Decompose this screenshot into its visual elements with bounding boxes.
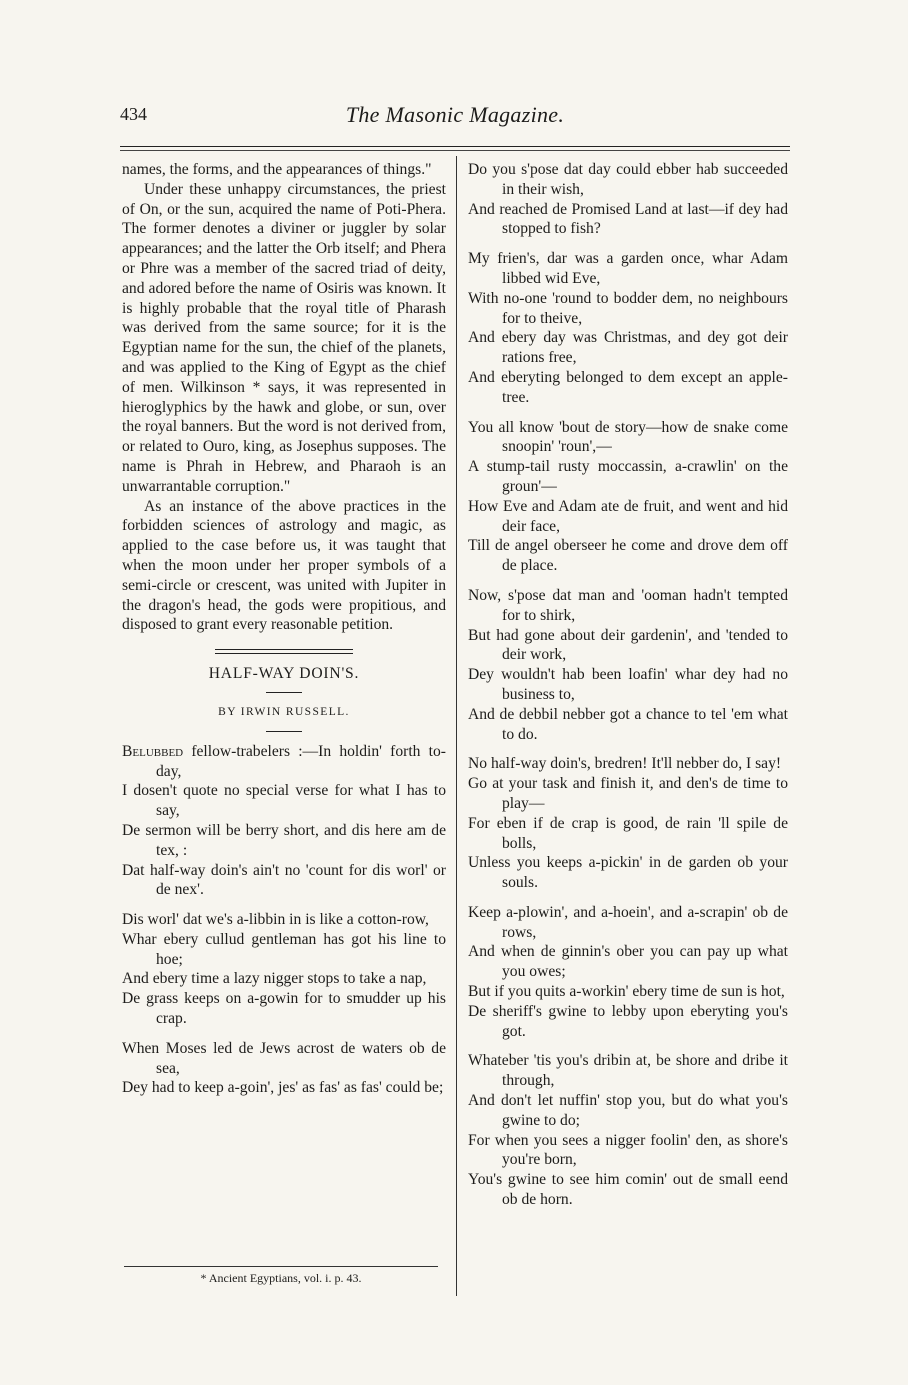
verse-line: Till de angel oberseer he come and drove dem off de place. <box>468 537 788 575</box>
paragraph-continued: names, the forms, and the appearances of things." <box>122 161 432 178</box>
verse-line: You's gwine to see him comin' out de small eend ob de horn. <box>468 1171 788 1209</box>
verse-line: A stump-tail rusty moccassin, a-crawlin' on the groun'— <box>468 458 788 495</box>
verse-line: How Eve and Adam ate de fruit, and went and hid deir face, <box>468 497 788 535</box>
verse-line: And ebery time a lazy nigger stops to take a nap, <box>122 970 427 988</box>
verse-line: And when de ginnin's ober you can pay up what you owes; <box>468 943 788 981</box>
verse-line: Whar ebery cullud gentleman has got his line to hoe; <box>122 930 446 968</box>
verse-line: My frien's, dar was a garden once, whar Adam libbed wid Eve, <box>468 250 788 287</box>
stanza <box>468 160 788 239</box>
poem-title: HALF-WAY DOIN'S. <box>208 665 360 683</box>
verse-line: For when you sees a nigger foolin' den, as shore's you're born, <box>468 1131 788 1169</box>
verse-line: Dis worl' dat we's a-libbin in is like a cotton-row, <box>122 911 429 929</box>
footnote: * Ancient Egyptians, vol. i. p. 43. <box>200 1271 362 1285</box>
left-column <box>122 160 446 1098</box>
verse-line: With no-one 'round to bodder dem, no neighbours for to theive, <box>468 289 788 327</box>
verse-line: Dey wouldn't hab been loafin' whar dey had no business to, <box>468 666 788 703</box>
poem-author: BY IRWIN RUSSELL. <box>218 705 350 718</box>
header-rule-thin <box>120 150 790 151</box>
stanza <box>468 586 788 744</box>
stanza <box>468 249 788 407</box>
verse-line: I dosen't quote no special verse for what I has to say, <box>122 782 446 820</box>
stanza <box>122 742 446 900</box>
verse-line: And de debbil nebber got a chance to tel 'em what to do. <box>468 705 788 743</box>
page-number: 434 <box>120 104 147 124</box>
author-rule <box>266 731 302 732</box>
verse-line: Go at your task and finish it, and den's de time to play— <box>468 775 788 812</box>
title-rule <box>266 692 302 693</box>
verse-line: But if you quits a-workin' ebery time de sun is hot, <box>468 983 785 1001</box>
stanza <box>468 1051 788 1209</box>
stanza <box>468 754 788 893</box>
poem-left-part <box>122 742 446 1099</box>
stanza <box>468 418 788 576</box>
header-rule <box>120 146 790 147</box>
stanza <box>122 910 446 1029</box>
verse-line: And ebery day was Christmas, and dey got deir rations free, <box>468 329 788 367</box>
footnote-rule <box>124 1266 438 1267</box>
verse-line: De grass keeps on a-gowin for to smudder up his crap. <box>122 990 446 1028</box>
section-divider <box>215 649 353 654</box>
verse-line: No half-way doin's, bredren! It'll nebber do, I say! <box>468 755 782 773</box>
verse-line: But had gone about deir gardenin', and 'tended to deir work, <box>468 626 788 664</box>
verse-line: And don't let nuffin' stop you, but do what you's gwine to do; <box>468 1092 788 1129</box>
verse-line: You all know 'bout de story—how de snake come snoopin' 'roun',— <box>468 418 788 456</box>
column-divider <box>456 156 457 1296</box>
paragraph-poti-phera: Under these unhappy circumstances, the priest of On, or the sun, acquired the name of Poti-Phera. The former denotes a diviner or juggler by solar appearances; and the latter the Orb itself; and Phera or Phre was a member of the sacred triad of deity, and adored before the name of Osiris was known. It is highly probable that the royal title of Pharash was derived from the same source; for it is the Egyptian name for the sun, the chief of the planets, and was applied to the King of Egypt as the chief of men. Wilkinson * says, it was represented in hieroglyphics by the hawk and globe, or sun, over the royal banners. But the word is not derived from, or related to Ouro, king, as Josephus supposes. The name is Phrah in Hebrew, and Pharaoh is an unwarrantable corruption." <box>122 180 446 495</box>
verse-line: For eben if de crap is good, de rain 'll spile de bolls, <box>468 814 788 852</box>
verse-line: Dat half-way doin's ain't no 'count for dis worl' or de nex'. <box>122 861 446 899</box>
verse-line: Do you s'pose dat day could ebber hab succeeded in their wish, <box>468 161 788 198</box>
right-column <box>468 160 788 1210</box>
verse-line: Now, s'pose dat man and 'ooman hadn't tempted for to shirk, <box>468 586 788 624</box>
verse-line: And eberyting belonged to dem except an apple-tree. <box>468 368 788 406</box>
verse-line: Unless you keeps a-pickin' in de garden ob your souls. <box>468 854 788 892</box>
verse-line: Keep a-plowin', and a-hoein', and a-scrapin' ob de rows, <box>468 903 788 941</box>
verse-line: Dey had to keep a-goin', jes' as fas' as fas' could be; <box>122 1079 444 1097</box>
stanza <box>468 903 788 1042</box>
running-title: The Masonic Magazine. <box>345 102 565 127</box>
verse-line: Whateber 'tis you's dribin at, be shore and dribe it through, <box>468 1052 788 1090</box>
verse-line: And reached de Promised Land at last—if dey had stopped to fish? <box>468 200 788 238</box>
verse-line: De sermon will be berry short, and dis here am de tex, : <box>122 821 446 859</box>
verse-line-text: fellow-trabelers :—In holdin' forth to-day, <box>156 742 446 780</box>
page-header <box>120 102 790 134</box>
verse-line <box>122 742 446 782</box>
first-word: Belubbed <box>122 742 184 760</box>
stanza <box>122 1039 446 1098</box>
paragraph-astrology: As an instance of the above practices in the forbidden sciences of astrology and magic, as applied to the case before us, it was taught that when the moon under her proper symbols of a semi-circle or crescent, was united with Jupiter in the dragon's head, the gods were propitious, and disposed to grant every reasonable petition. <box>122 497 446 634</box>
verse-line: When Moses led de Jews acrost de waters ob de sea, <box>122 1039 446 1077</box>
verse-line: De sheriff's gwine to lebby upon eberyting you's got. <box>468 1002 788 1040</box>
